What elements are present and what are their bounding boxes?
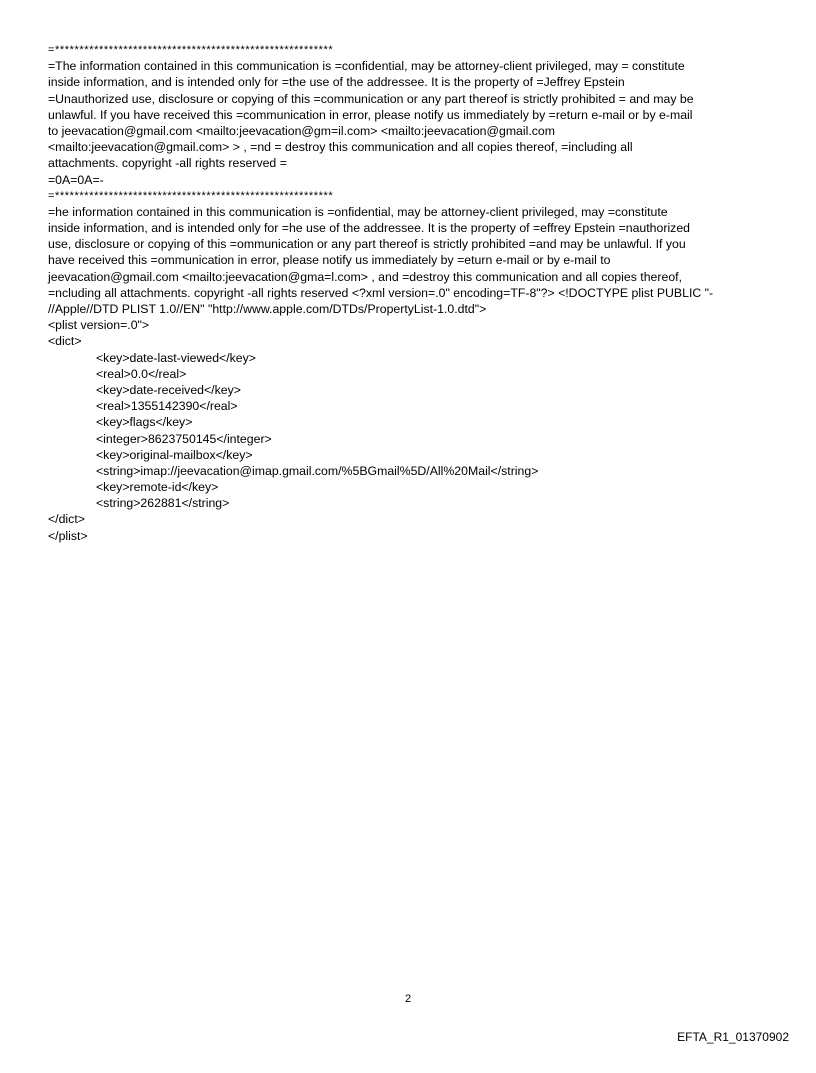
text-line: =********************************************************* <box>48 44 334 56</box>
text-line: <dict> <box>48 334 82 349</box>
text-line: <mailto:jeevacation@gmail.com> > , =nd = destroy this communication and all copies thereof, =including all <box>48 140 633 155</box>
document-body <box>48 42 776 544</box>
text-line: inside information, and is intended only for =he use of the addressee. It is the property of =effrey Epstein =nauthorized <box>48 221 691 236</box>
text-line: <key>remote-id</key> <box>96 480 219 495</box>
text-line: attachments. copyright -all rights reserved = <box>48 156 287 171</box>
text-line: <key>date-received</key> <box>96 382 241 397</box>
text-line: to jeevacation@gmail.com <mailto:jeevacation@gm=il.com> <mailto:jeevacation@gmail.com <box>48 123 556 138</box>
text-line: =ncluding all attachments. copyright -all rights reserved <?xml version=.0" encoding=TF-8"?> <!DOCTYPE plist PUBLIC "- <box>48 285 714 300</box>
text-line: <string>262881</string> <box>96 496 230 511</box>
page-number: 2 <box>404 993 412 1005</box>
text-line: =0A=0A=- <box>48 172 104 187</box>
text-line: =Unauthorized use, disclosure or copying of this =communication or any part thereof is strictly prohibited = and may be <box>48 91 694 106</box>
text-line: //Apple//DTD PLIST 1.0//EN" "http://www.apple.com/DTDs/PropertyList-1.0.dtd"> <box>48 302 487 316</box>
text-line: <plist version=.0"> <box>48 318 150 333</box>
text-line: =********************************************************* <box>48 189 334 202</box>
bates-number: EFTA_R1_01370902 <box>677 1030 789 1044</box>
text-line: </dict> <box>48 512 85 527</box>
text-line: =he information contained in this communication is =onfidential, may be attorney-client privileged, may =constitute <box>48 204 668 219</box>
text-line: <real>0.0</real> <box>96 366 187 381</box>
text-line: <key>original-mailbox</key> <box>96 447 253 462</box>
text-line: =The information contained in this communication is =confidential, may be attorney-client privileged, may = constitute <box>48 59 685 74</box>
text-line: unlawful. If you have received this =communication in error, please notify us immediately by =return e-mail or by e-mail <box>48 107 693 122</box>
text-line: <real>1355142390</real> <box>96 399 238 414</box>
text-line: use, disclosure or copying of this =ommunication or any part thereof is strictly prohibited =and may be unlawful. If you <box>48 237 686 252</box>
text-line: <key>flags</key> <box>96 415 193 430</box>
text-line: <string>imap://jeevacation@imap.gmail.com/%5BGmail%5D/All%20Mail</string> <box>96 463 539 478</box>
text-line: <key>date-last-viewed</key> <box>96 350 256 365</box>
text-line: </plist> <box>48 528 88 543</box>
text-line: <integer>8623750145</integer> <box>96 431 272 446</box>
text-line: jeevacation@gmail.com <mailto:jeevacation@gma=l.com> , and =destroy this communication and all copies thereof, <box>48 269 682 284</box>
text-line: have received this =ommunication in error, please notify us immediately by =eturn e-mail or by e-mail to <box>48 253 611 268</box>
text-line: inside information, and is intended only for =the use of the addressee. It is the property of =Jeffrey Epstein <box>48 75 625 90</box>
